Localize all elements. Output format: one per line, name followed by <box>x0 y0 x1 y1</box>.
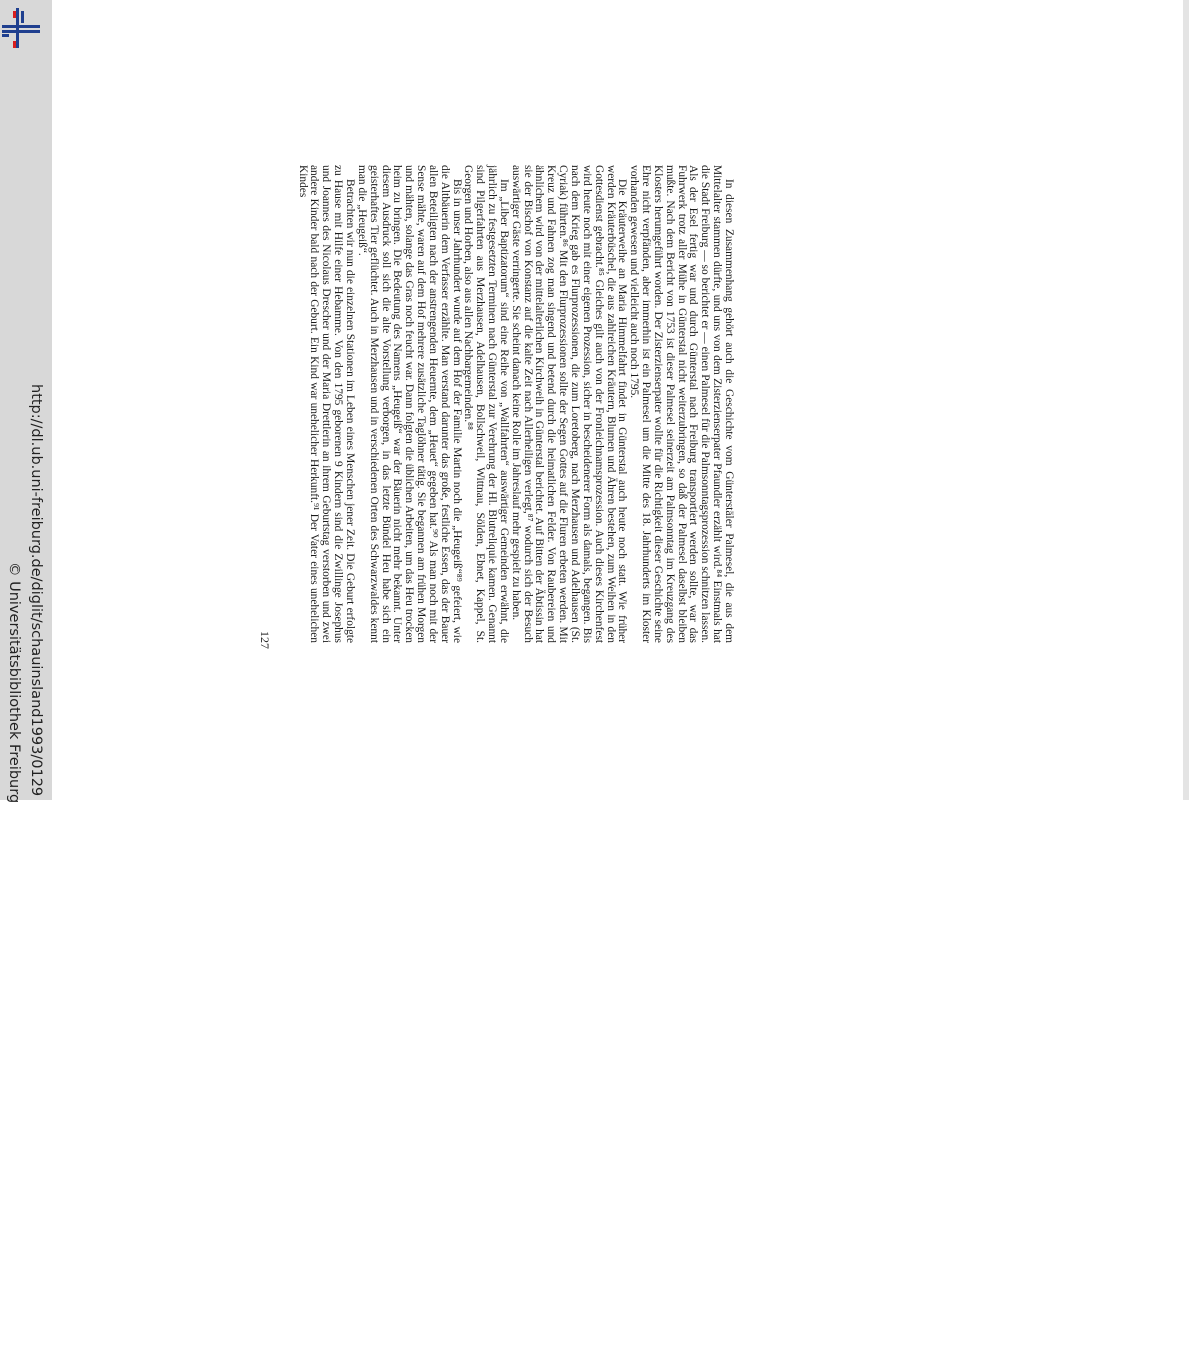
document-page <box>256 165 734 900</box>
paragraph-geburt: Betrachten wir nun die einzelnen Stationen im Leben eines Menschen jener Zeit. Die Geburt erfolgte zu Hause mit Hilfe einer Hebamme. Von den 1795 geborenen 9 Kindern sind die Zwillinge Josephus und Joannes des Nicolaus Drescher und der Maria Drettlerin an ihrem Geburtstag verstorben und zwei andere Kinder bald nach der Geburt. Ein Kind war unehelicher Herkunft.⁹¹ Der Vater eines unehelichen Kindes <box>296 165 356 643</box>
paragraph-palmesel: In diesen Zusammenhang gehört auch die Geschichte vom Günterstäler Palmesel, die aus dem Mittelalter stammen dürfte, und uns von dem Zisterzienserpater Pfaundler erzählt wird.⁸⁴ Einstmals hat die Stadt Freiburg — so berichtet er — einen Palmesel für die Palmsonntagsprozession schnitzen lassen. Als der Esel fertig war und durch Günterstal nach Freiburg transportiert werden sollte, war das Fuhrwerk trotz aller Mühe in Günterstal nicht weiterzubringen, so daß der Palmesel daselbst bleiben mußte. Nach dem Bericht von 1753 ist dieser Palmesel seinerzeit am Palmsonntag im Kreuzgang des Klosters herumgeführt worden. Der Zisterzienserpater wollte für die Richtigkeit dieser Geschichte seine Ehre nicht verpfänden, aber immerhin ist ein Palmesel um die Mitte des 18. Jahrhunderts im Kloster vorhanden gewesen und vielleicht auch noch 1795. <box>628 165 735 643</box>
copyright-notice: © Universitätsbibliothek Freiburg <box>6 562 22 804</box>
paragraph-heugeiss: Bis in unser Jahrhundert wurde auf dem Hof der Familie Martin noch die „Heugeiß“⁸⁹ gefeiert, wie die Altbäuerin dem Verfasser erzählte. Man verstand darunter das große, festliche Essen, das der Bauer allen Beteiligten nach der anstrengenden Heuernte, dem „Heuet“ gegeben hat.⁹⁰ Als man noch mit der Sense mähte, waren auf dem Hof mehrere zusätzliche Taglöhner tätig. Sie begannen am frühen Morgen und mähten, solange das Gras noch feucht war. Dann folgten die üblichen Arbeiten, um das Heu trocken heim zu bringen. Die Bedeutung des Namens „Heugeiß“ war der Bäuerin nicht mehr bekannt. Unter diesem Ausdruck soll sich die alte Vorstellung verborgen, in das letzte Bündel Heu habe sich ein geisterhaftes Tier geflüchtet. Auch in Merzhausen und in verschiedenen Orten des Schwarzwaldes kennt man die „Heugeiß“. <box>355 165 463 643</box>
page-number: 127 <box>258 631 272 649</box>
page-text <box>254 165 734 643</box>
document-url[interactable]: http://dl.ub.uni-freiburg.de/diglit/schauinsland1993/0129 <box>28 384 44 797</box>
paragraph-kraeuterweihe: Die Kräuterweihe an Maria Himmelfahrt findet in Günterstal auch heute noch statt. Wie früher werden Kräuterbüschel, die aus zahlreichen Kräutern, Blumen und Ähren bestehen, zum Weihen in den Gottesdienst gebracht.⁸⁵ Gleiches gilt auch von der Fronleichnamsprozession. Auch dieses Kirchenfest wird heute noch mit einer eigenen Prozession, sicher in bescheidenerer Form als damals, begangen. Bis nach dem Krieg gab es Flurprozessionen, die zum Loretoberg, nach Merzhausen und Adelhausen (St. Cyriak) führten.⁸⁶ Mit den Flurprozessionen sollte der Segen Gottes auf die Fluren erbeten werden. Mit Kreuz und Fahnen zog man singend und betend durch die heimatlichen Felder. Von Raubereien und ähnlichem wird von der mittelalterlichen Kirchweih in Günterstal berichtet. Auf Bitten der Äbtissin hat sie der Bischof von Konstanz auf die kalte Zeit nach Allerheiligen verlegt,⁸⁷ wodurch sich der Besuch auswärtiger Gäste verringerte. Sie scheint danach keine Rolle im Jahreslauf mehr gespielt zu haben. <box>509 165 629 643</box>
right-scroll-edge <box>1183 0 1189 800</box>
paragraph-wallfahrten: Im „Liber Baptizatorum“ sind eine Reihe von „Wallfahrten“ auswärtiger Gemeinden erwähnt, die jährlich zu festgesetzten Terminen nach Günterstal zur Verehrung der Hl. Blutreliquie kamen. Genannt sind Pilgerfahrten aus Merzhausen, Adelhausen, Bollschweil, Wittnau, Sölden, Ebnet, Kappel, St. Georgen und Horben, also aus allen Nachbargemeinden.⁸⁸ <box>462 165 510 643</box>
